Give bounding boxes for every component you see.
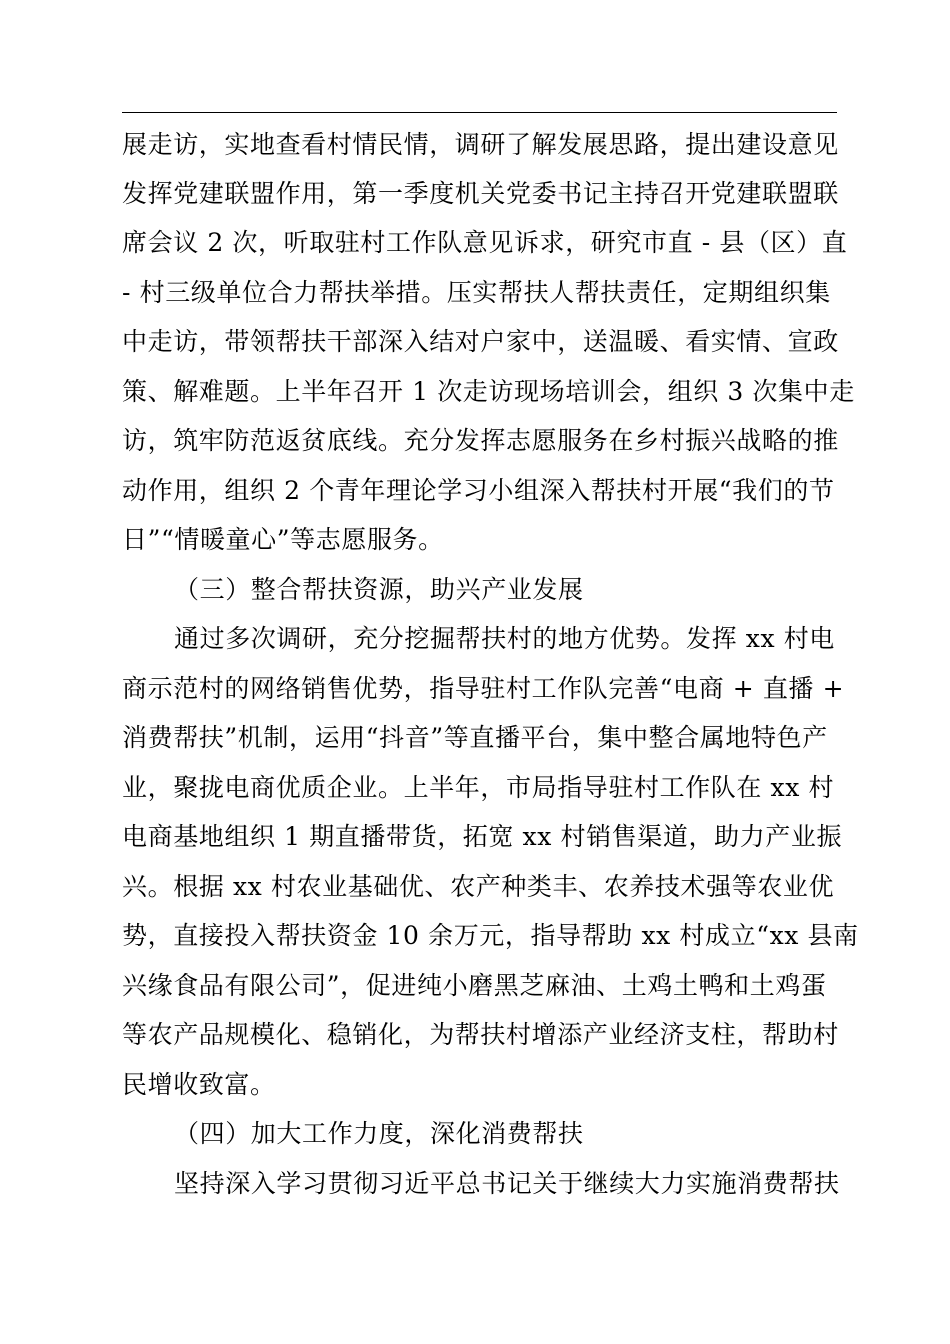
paragraph-start: 坚持深入学习贯彻习近平总书记关于继续大力实施消费帮扶 [174,1169,840,1198]
text-line: 商示范村的网络销售优势，指导驻村工作队完善“电商 + 直播 + [122,674,845,703]
text-line: 消费帮扶”机制，运用“抖音”等直播平台，集中整合属地特色产 [122,723,828,752]
text-line: 电商基地组织 1 期直播带货，拓宽 xx 村销售渠道，助力产业振 [122,822,843,851]
section-heading-3: （三）整合帮扶资源，助兴产业发展 [174,575,584,604]
text-line: 民增收致富。 [122,1070,276,1099]
text-line: 等农产品规模化、稳销化，为帮扶村增添产业经济支柱，帮助村 [122,1020,839,1049]
text-line: 策、解难题。上半年召开 1 次走访现场培训会，组织 3 次集中走 [122,377,855,406]
text-line: 业，聚拢电商优质企业。上半年，市局指导驻村工作队在 xx 村 [122,773,835,802]
text-line: - 村三级单位合力帮扶举措。压实帮扶人帮扶责任，定期组织集 [122,278,831,307]
section-heading-4: （四）加大工作力度，深化消费帮扶 [174,1119,584,1148]
text-line: 席会议 2 次，听取驻村工作队意见诉求，研究市直 - 县（区）直 [122,228,848,257]
text-line: 发挥党建联盟作用，第一季度机关党委书记主持召开党建联盟联 [122,179,839,208]
text-line: 展走访，实地查看村情民情，调研了解发展思路，提出建设意见 [122,130,839,159]
paragraph-start: 通过多次调研，充分挖掘帮扶村的地方优势。发挥 xx 村电 [174,624,835,653]
text-line: 势，直接投入帮扶资金 10 余万元，指导帮助 xx 村成立“xx 县南 [122,921,859,950]
text-line: 日”“情暖童心”等志愿服务。 [122,525,444,554]
text-line: 兴。根据 xx 村农业基础优、农产种类丰、农养技术强等农业优 [122,872,835,901]
text-line: 访，筑牢防范返贫底线。充分发挥志愿服务在乡村振兴战略的推 [122,426,839,455]
text-line: 兴缘食品有限公司”，促进纯小磨黑芝麻油、土鸡土鸭和土鸡蛋 [122,971,827,1000]
header-rule [122,112,837,113]
text-line: 中走访，带领帮扶干部深入结对户家中，送温暖、看实情、宣政 [122,327,839,356]
text-line: 动作用，组织 2 个青年理论学习小组深入帮扶村开展“我们的节 [122,476,835,505]
